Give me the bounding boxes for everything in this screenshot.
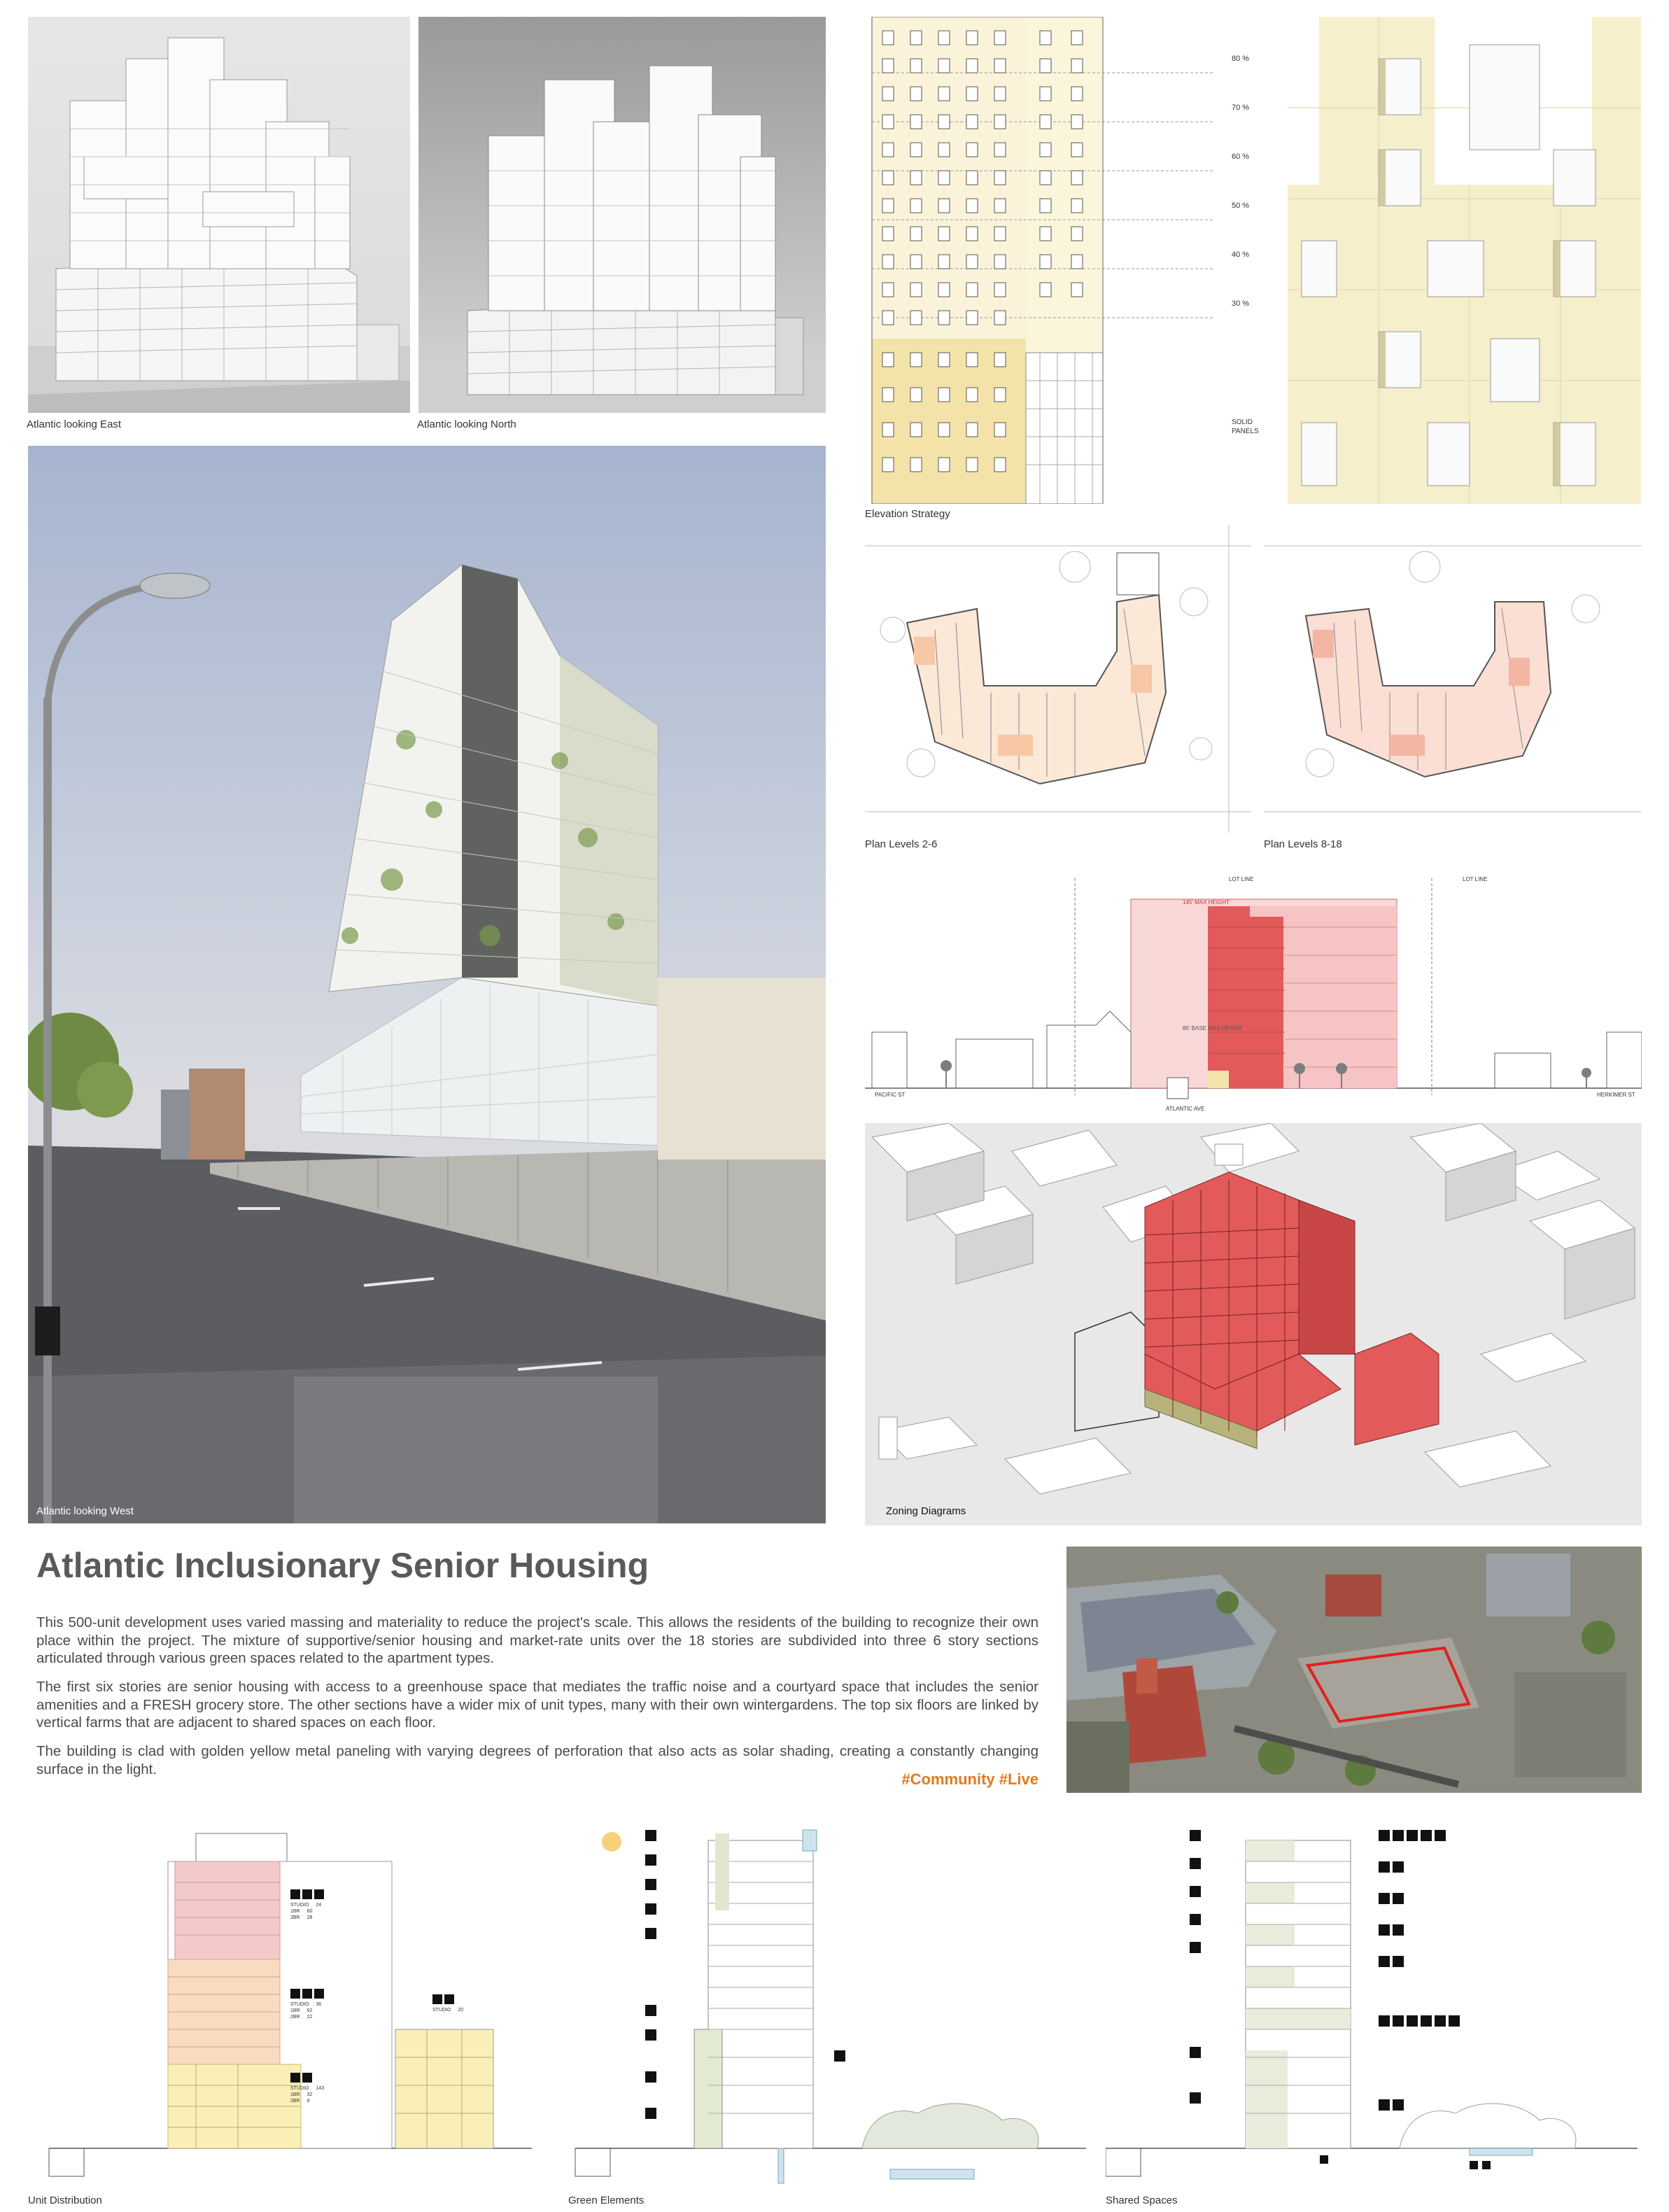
hashtags: #Community #Live xyxy=(901,1770,1038,1788)
page-title: Atlantic Inclusionary Senior Housing xyxy=(36,1546,649,1585)
unit-type: 1BR xyxy=(290,1909,300,1914)
unit-distribution-section xyxy=(28,1819,546,2190)
caption-unit-distribution: Unit Distribution xyxy=(28,2195,102,2206)
solid-panels-label: SOLID xyxy=(1232,418,1253,426)
elevation-strategy-drawing xyxy=(865,17,1271,504)
zoning-3d-diagram xyxy=(865,1123,1642,1526)
herkimer-st-label: HERKIMER ST xyxy=(1597,1092,1635,1098)
unit-table-top xyxy=(290,1902,321,1921)
atlantic-ave-label: ATLANTIC AVE xyxy=(1166,1106,1205,1112)
caption-zoning-diagrams: Zoning Diagrams xyxy=(886,1505,966,1517)
unit-count: 8 xyxy=(307,2099,310,2104)
unit-count: 62 xyxy=(307,2008,313,2013)
lot-line-right-label: LOT LINE xyxy=(1463,876,1488,882)
render-looking-east xyxy=(28,17,410,413)
lot-line-left-label: LOT LINE xyxy=(1229,876,1254,882)
body-paragraph-3: The building is clad with golden yellow metal paneling with varying degrees of perforation that also acts as solar shading, creating a constantly changing surface in the light. xyxy=(36,1743,1038,1777)
body-paragraph-2: The first six stories are senior housing with access to a greenhouse space that mediates the traffic noise and a courtyard space that includes the senior amenities and a FRESH grocery store. The other sections have a wider mix of unit types, many with their own wintergardens. The top six floors are linked by vertical farms that are adjacent to shared spaces on each floor. xyxy=(36,1679,1038,1731)
green-elements-section xyxy=(568,1819,1094,2190)
solid-panels-label: PANELS xyxy=(1232,428,1259,435)
caption-plan-2-6: Plan Levels 2-6 xyxy=(865,838,938,850)
max-height-label: 145' MAX HEIGHT xyxy=(1183,899,1230,906)
unit-type: 2BR xyxy=(290,2099,300,2104)
unit-count: 32 xyxy=(307,2092,313,2097)
percent-label: 30 % xyxy=(1232,300,1250,308)
unit-count: 24 xyxy=(316,1903,322,1908)
caption-looking-east: Atlantic looking East xyxy=(27,418,122,430)
render-looking-north xyxy=(418,17,826,413)
elevation-detail-drawing xyxy=(1288,17,1641,504)
unit-type: STUDIO xyxy=(290,2086,309,2091)
caption-looking-north: Atlantic looking North xyxy=(417,418,516,430)
unit-count: 60 xyxy=(307,1909,313,1914)
caption-elevation-strategy: Elevation Strategy xyxy=(865,508,950,520)
unit-table-annex xyxy=(432,2007,463,2013)
pacific-st-label: PACIFIC ST xyxy=(875,1092,906,1098)
zoning-section-drawing xyxy=(865,864,1642,1127)
percent-label: 50 % xyxy=(1232,202,1250,210)
percent-label: 40 % xyxy=(1232,251,1250,259)
unit-count: 36 xyxy=(316,2002,322,2007)
percent-label: 60 % xyxy=(1232,153,1250,161)
unit-type: STUDIO xyxy=(290,1903,309,1908)
aerial-site-photo xyxy=(1066,1547,1642,1793)
percent-label: 70 % xyxy=(1232,104,1250,112)
unit-count: 28 xyxy=(307,1915,313,1920)
unit-table-middle xyxy=(290,2001,321,2020)
unit-count: 22 xyxy=(307,2015,313,2020)
unit-table-bottom xyxy=(290,2085,324,2104)
plan-levels-2-6-drawing xyxy=(865,525,1251,833)
unit-type: STUDIO xyxy=(432,2008,451,2013)
unit-type: STUDIO xyxy=(290,2002,309,2007)
unit-type: 1BR xyxy=(290,2092,300,2097)
base-height-label: 85' BASE MAX HEIGHT xyxy=(1183,1025,1243,1031)
unit-type: 2BR xyxy=(290,2015,300,2020)
caption-green-elements: Green Elements xyxy=(568,2195,645,2206)
shared-spaces-section xyxy=(1106,1819,1642,2190)
sun-icon xyxy=(602,1832,621,1852)
render-looking-west xyxy=(28,446,826,1523)
unit-count: 143 xyxy=(316,2086,325,2091)
unit-type: 2BR xyxy=(290,1915,300,1920)
percent-label: 80 % xyxy=(1232,55,1250,63)
plan-levels-8-18-drawing xyxy=(1264,525,1642,833)
unit-count: 20 xyxy=(458,2008,464,2013)
caption-plan-8-18: Plan Levels 8-18 xyxy=(1264,838,1342,850)
unit-type: 1BR xyxy=(290,2008,300,2013)
caption-shared-spaces: Shared Spaces xyxy=(1106,2195,1178,2206)
body-paragraph-1: This 500-unit development uses varied massing and materiality to reduce the project's scale. This allows the residents of the building to recognize their own place within the project. The mixture of supportive/senior housing and market-rate units over the 18 stories are subdivided into three 6 story sections articulated through various green spaces related to the apartment types. xyxy=(36,1614,1038,1666)
caption-looking-west: Atlantic looking West xyxy=(36,1505,134,1517)
